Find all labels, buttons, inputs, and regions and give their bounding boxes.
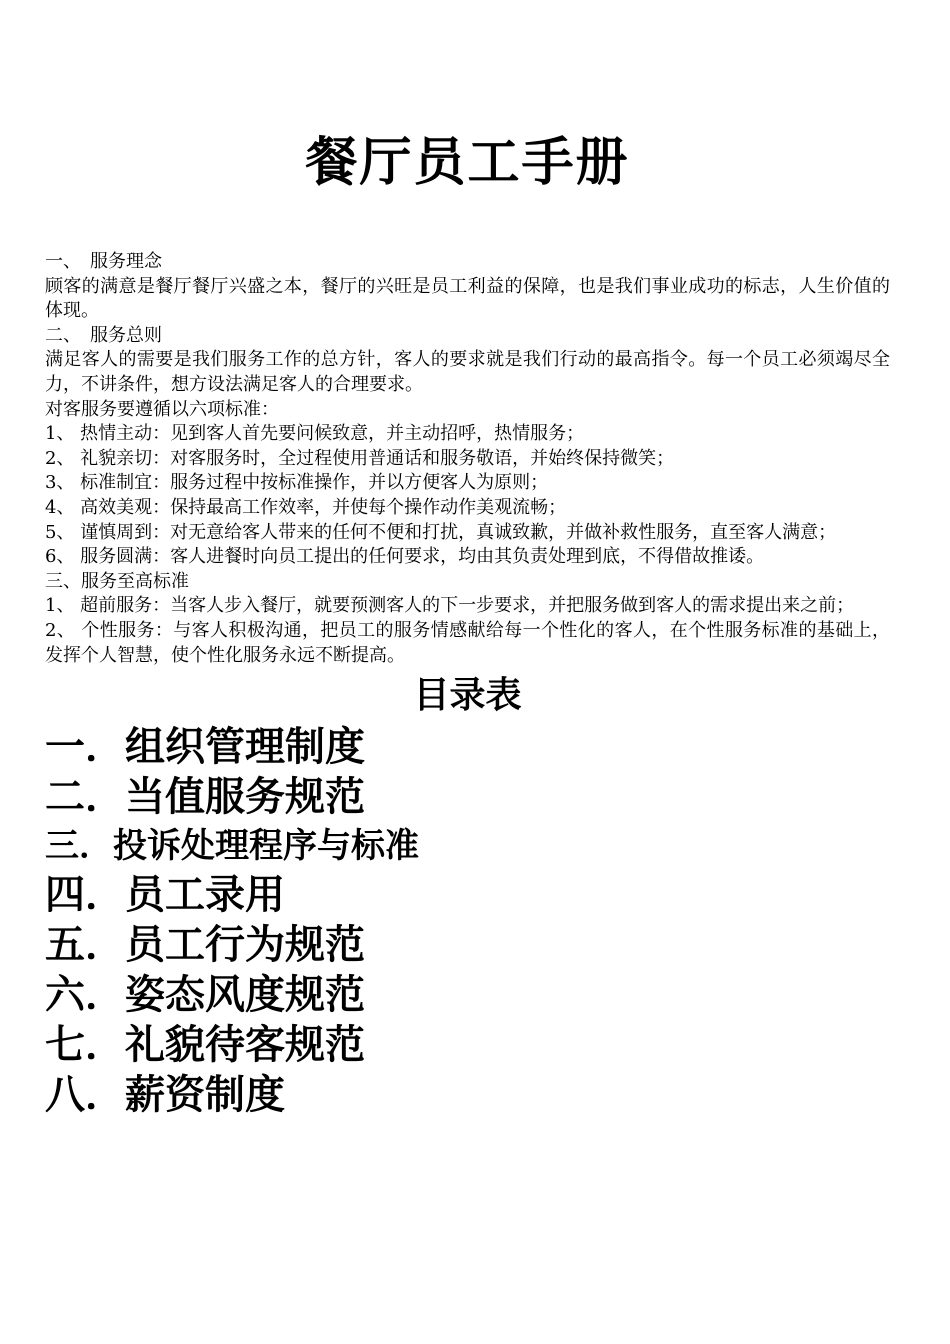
list-item-standard-1: 1、 热情主动：见到客人首先要问候致意，并主动招呼，热情服务；	[45, 423, 585, 445]
list-item-standard-3: 3、 标准制宜：服务过程中按标准操作，并以方便客人为原则；	[45, 472, 549, 494]
toc-title: 目录表	[413, 674, 522, 717]
section-heading-service-principles: 二、 服务总则	[45, 324, 162, 346]
list-item-standard-5: 5、 谨慎周到：对无意给客人带来的任何不便和打扰，真诚致歉，并做补救性服务，直至客人满意；	[45, 521, 837, 543]
document-page	[45, 0, 890, 1120]
toc-item-complaint-handling: 三．投诉处理程序与标准	[45, 826, 419, 867]
toc-item-salary: 八．薪资制度	[45, 1071, 285, 1119]
list-item-personalized-service: 2、 个性服务：与客人积极沟通，把员工的服务情感献给每一个性化的客人，在个性服务标准的基础上，发挥个人智慧，使个性化服务永远不断提高。	[45, 619, 890, 666]
toc-item-posture: 六．姿态风度规范	[45, 971, 365, 1019]
paragraph-service-concept: 顾客的满意是餐厅餐厅兴盛之本，餐厅的兴旺是员工利益的保障，也是我们事业成功的标志，人生价值的体现。	[45, 275, 890, 322]
paragraph-service-principles: 满足客人的需要是我们服务工作的总方针，客人的要求就是我们行动的最高指令。每一个员工必须竭尽全力，不讲条件，想方设法满足客人的合理要求。	[45, 349, 890, 395]
section-heading-highest-standard: 三、服务至高标准	[45, 570, 189, 592]
table-of-contents	[45, 722, 890, 1120]
list-item-advance-service: 1、 超前服务：当客人步入餐厅，就要预测客人的下一步要求，并把服务做到客人的需求提出来之前；	[45, 595, 855, 617]
toc-item-behavior: 五．员工行为规范	[45, 921, 365, 969]
list-item-standard-6: 6、 服务圆满：客人进餐时向员工提出的任何要求，均由其负责处理到底，不得借故推诿。	[45, 546, 765, 568]
toc-item-employment: 四．员工录用	[45, 871, 285, 919]
document-body	[45, 250, 890, 668]
toc-item-duty-service: 二．当值服务规范	[45, 773, 365, 821]
list-item-standard-2: 2、 礼貌亲切：对客服务时，全过程使用普通话和服务敬语，并始终保持微笑；	[45, 447, 675, 469]
toc-item-courtesy: 七．礼貌待客规范	[45, 1021, 365, 1069]
document-title: 餐厅员工手册	[305, 132, 630, 193]
paragraph-six-standards-intro: 对客服务要遵循以六项标准：	[45, 398, 279, 420]
list-item-standard-4: 4、 高效美观：保持最高工作效率，并使每个操作动作美观流畅；	[45, 496, 567, 518]
section-heading-service-concept: 一、 服务理念	[45, 251, 162, 272]
toc-item-organization: 一．组织管理制度	[45, 723, 365, 771]
